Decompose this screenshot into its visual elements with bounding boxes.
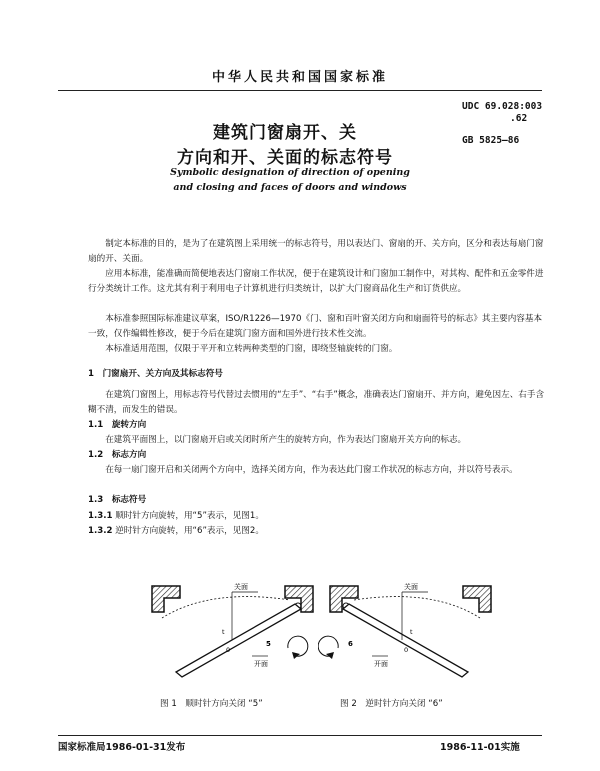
- section-1-3-1: [88, 509, 550, 524]
- standard-header: 中华人民共和国国家标准: [211, 70, 388, 85]
- footer-rule: [58, 735, 542, 736]
- door-leaf: [176, 604, 301, 677]
- issue-date: 国家标准局1986-01-31发布: [58, 742, 186, 753]
- section-1-1-body: 在建筑平面图上，以门窗扇开启或关闭时所产生的旋转方向，作为表达门窗扇开关方向的标志。: [105, 435, 467, 445]
- section-1-3-2-number: 1.3.2: [88, 526, 113, 536]
- figure-2-open-face-label: 开面: [374, 660, 388, 668]
- figure-2-symbol: 6: [348, 640, 353, 648]
- figure-2-diagram: [318, 578, 503, 688]
- section-1-2-body: 在每一扇门窗开启和关闭两个方向中，选择关闭方向，作为表达此门窗工作状况的标志方向，并以符号表示。: [105, 465, 518, 475]
- figure-1-open-face-label: 开面: [254, 660, 268, 668]
- english-title-line2: and closing and faces of doors and windows: [173, 182, 407, 193]
- figure-1-caption: 图 1 顺时针方向关闭 “5”: [160, 699, 263, 709]
- figure-2-o-label: 0: [404, 646, 409, 654]
- figure-1-o-label: 0: [226, 646, 231, 654]
- figure-1-close-face-label: 关面: [234, 583, 248, 591]
- section-1-heading: 1 门窗扇开、关方向及其标志符号: [88, 369, 223, 379]
- page-title-line2: 方向和开、关面的标志符号: [177, 148, 393, 168]
- intro-paragraph-4: 本标准适用范围，仅限于平开和立转两种类型的门窗，即绕竖轴旋转的门窗。: [105, 344, 398, 354]
- page-title-line1: 建筑门窗扇开、关: [213, 123, 357, 143]
- header-rule: [58, 90, 542, 91]
- section-1-3-heading: 1.3 标志符号: [88, 495, 147, 505]
- counterclockwise-arrow-icon: [318, 636, 338, 656]
- wall-right: [463, 586, 491, 612]
- gb-code: GB 5825—86: [462, 135, 520, 146]
- swing-arc: [162, 597, 290, 618]
- intro-paragraph-1: 制定本标准的目的，是为了在建筑图上采用统一的标志符号，用以表达门、窗扇的开、关方向，区分和表达每扇门窗扇的开、关面。: [88, 239, 544, 264]
- counterclockwise-arrowhead-icon: [326, 652, 334, 659]
- effective-date: 1986-11-01实施: [440, 742, 520, 753]
- section-1-1-heading: 1.1 旋转方向: [88, 420, 147, 430]
- wall-left: [152, 586, 180, 612]
- section-1-2-heading: 1.2 标志方向: [88, 450, 147, 460]
- door-leaf: [343, 604, 468, 677]
- figure-2-t-label: t: [410, 628, 413, 636]
- udc-code-suffix: .62: [510, 113, 528, 124]
- figure-1-t-label: t: [222, 628, 225, 636]
- swing-arc: [354, 597, 480, 618]
- clockwise-arrowhead-icon: [292, 652, 300, 659]
- section-1-3-2: [88, 524, 550, 539]
- figure-1-diagram: [140, 578, 325, 688]
- english-title-line1: Symbolic designation of direction of opening: [170, 167, 410, 178]
- section-1-3-2-text: 逆时针方向旋转，用“6”表示，见图2。: [115, 526, 264, 536]
- figure-2-close-face-label: 关面: [404, 583, 418, 591]
- udc-code: UDC 69.028:003: [462, 101, 543, 112]
- figure-2-caption: 图 2 逆时针方向关闭 “6”: [340, 699, 443, 709]
- section-1-body: 在建筑门窗图上，用标志符号代替过去惯用的“左手”、“右手”概念，准确表达门窗扇开、并方向，避免因左、右手含糊不清，而发生的错误。: [88, 390, 545, 415]
- section-1-3-1-number: 1.3.1: [88, 511, 113, 521]
- section-1-3-1-text: 顺时针方向旋转，用“5”表示，见图1。: [115, 511, 264, 521]
- intro-paragraph-2: 应用本标准，能准确而简便地表达门窗扇工作状况，便于在建筑设计和门窗加工制作中，对其构、配件和五金零件进行分类统计工作。这尤其有利于利用电子计算机进行归类统计，以扩大门窗商品化生产和订货供应。: [88, 269, 544, 294]
- intro-paragraph-3: 本标准参照国际标准建议草案，ISO/R1226—1970《门、窗和百叶窗关闭方向和扇面符号的标志》其主要内容基本一致，仅作编辑性修改，便于今后在建筑门窗方面和国外进行技术性交流。: [88, 314, 543, 339]
- clockwise-arrow-icon: [288, 636, 308, 656]
- figure-1-symbol: 5: [266, 640, 271, 648]
